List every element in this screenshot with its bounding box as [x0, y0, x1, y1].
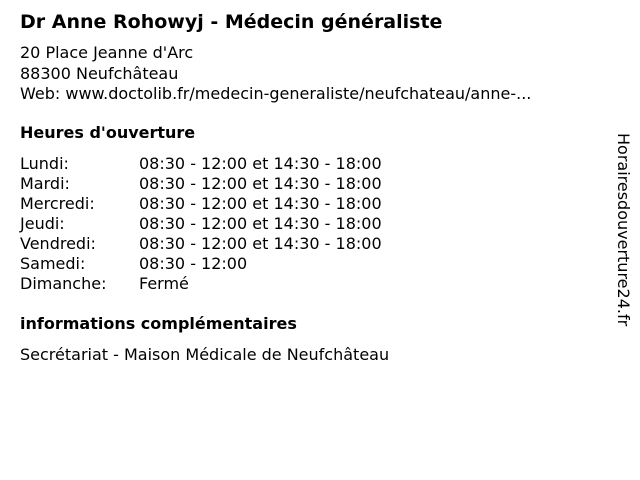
day-label: Mercredi: [20, 194, 95, 213]
hours-row-friday [20, 234, 580, 254]
address-street: 20 Place Jeanne d'Arc [20, 43, 194, 62]
opening-hours-heading: Heures d'ouverture [20, 123, 196, 142]
hours-row-wednesday [20, 194, 580, 214]
hours-value: Fermé [139, 274, 189, 293]
hours-value: 08:30 - 12:00 et 14:30 - 18:00 [139, 174, 382, 193]
hours-value: 08:30 - 12:00 et 14:30 - 18:00 [139, 154, 382, 173]
hours-row-tuesday [20, 174, 580, 194]
day-label: Vendredi: [20, 234, 96, 253]
day-label: Lundi: [20, 154, 69, 173]
website-line[interactable]: Web: www.doctolib.fr/medecin-generaliste/neufchateau/anne-... [20, 84, 532, 103]
address-city: 88300 Neufchâteau [20, 64, 179, 83]
page-title: Dr Anne Rohowyj - Médecin généraliste [20, 11, 443, 33]
hours-value: 08:30 - 12:00 et 14:30 - 18:00 [139, 234, 382, 253]
watermark [613, 133, 633, 343]
day-label: Dimanche: [20, 274, 107, 293]
day-label: Jeudi: [20, 214, 65, 233]
day-label: Mardi: [20, 174, 70, 193]
hours-value: 08:30 - 12:00 [139, 254, 248, 273]
additional-info-text: Secrétariat - Maison Médicale de Neufchâteau [20, 345, 390, 364]
day-label: Samedi: [20, 254, 86, 273]
hours-row-monday [20, 154, 580, 174]
watermark-text: Horairesdouverture24.fr [614, 133, 633, 327]
hours-row-saturday [20, 254, 580, 274]
additional-info-heading: informations complémentaires [20, 314, 297, 333]
hours-row-sunday [20, 274, 580, 294]
hours-value: 08:30 - 12:00 et 14:30 - 18:00 [139, 214, 382, 233]
hours-row-thursday [20, 214, 580, 234]
hours-value: 08:30 - 12:00 et 14:30 - 18:00 [139, 194, 382, 213]
